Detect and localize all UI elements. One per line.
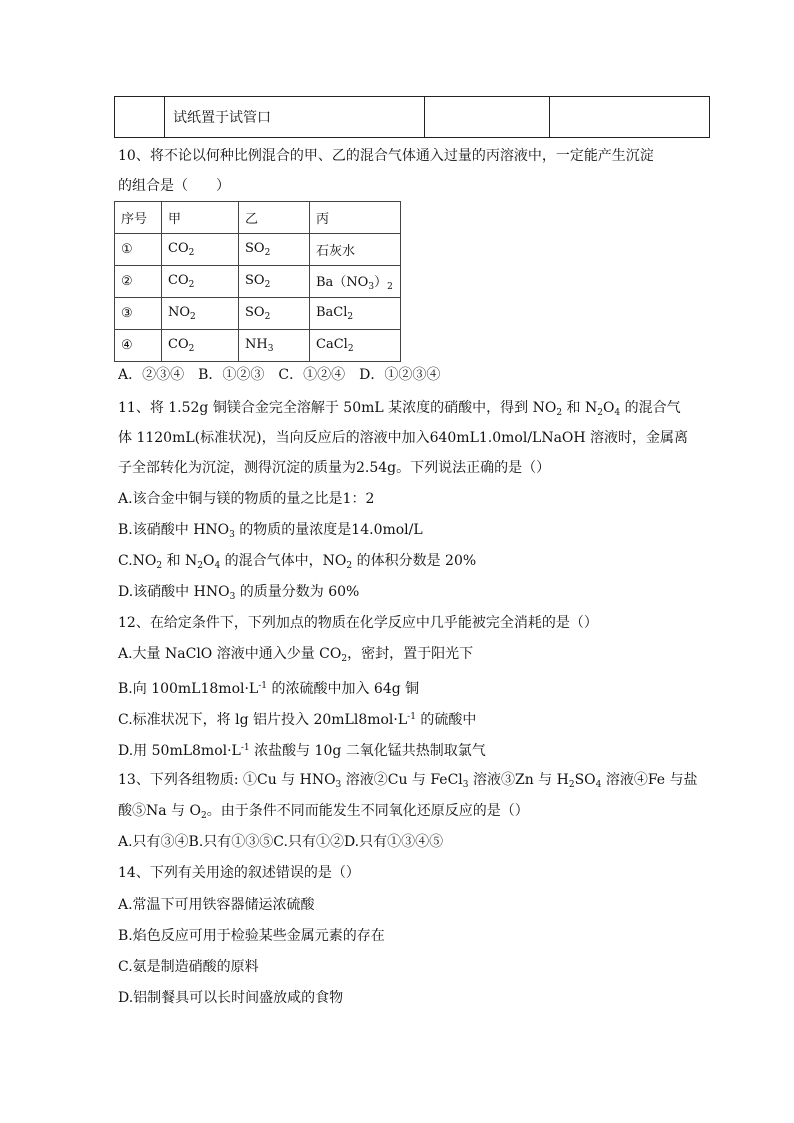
table-cell	[115, 97, 165, 138]
table-row	[115, 266, 401, 298]
cell-yi: $SO_2$	[239, 298, 310, 330]
q12-option-c: C.标准状况下，将 lg 铝片投入 $20mLl8mol\cdot L^{-1}$ 的硫酸中	[118, 712, 477, 728]
q14-stem: 14、下列有关用途的叙述错误的是（）	[118, 865, 360, 881]
table-row	[115, 330, 401, 362]
q11-stem-line3: 子全部转化为沉淀，测得沉淀的质量为2.54g。下列说法正确的是（）	[118, 460, 551, 476]
table-cell	[425, 97, 550, 138]
q13-options: A.只有③④B.只有①③⑤C.只有①②D.只有①③④⑤	[118, 834, 444, 850]
q10-options: A．②③④ B．①②③ C．①②④ D．①②③④	[118, 367, 441, 383]
q14-option-b: B.焰色反应可用于检验某些金属元素的存在	[118, 928, 385, 944]
q13-stem-line1: 13、下列各组物质: ①Cu 与 $HNO_3$ 溶液②Cu 与 FeCl$_3$ 溶液③Zn 与 $H_2SO_4$ 溶液④Fe 与盐	[118, 772, 698, 790]
q11-stem-line1: 11、将 1.52g 铜镁合金完全溶解于 50mL 某浓度的硝酸中，得到 $NO_2$ 和 $N_2O_4$ 的混合气	[118, 400, 681, 418]
q11-option-a: A.该合金中铜与镁的物质的量之比是1：2	[118, 491, 375, 507]
q14-option-a: A.常温下可用铁容器储运浓硫酸	[118, 897, 315, 913]
q12-stem: 12、在给定条件下，下列加点的物质在化学反应中几乎能被完全消耗的是（）	[118, 615, 598, 631]
header-yi: 乙	[239, 202, 310, 234]
table-row	[115, 234, 401, 266]
header-jia: 甲	[162, 202, 239, 234]
q14-option-d: D.铝制餐具可以长时间盛放咸的食物	[118, 990, 344, 1006]
q11-option-d: D.该硝酸中 $HNO_3$ 的质量分数为 60%	[118, 584, 360, 602]
cell-jia: $CO_2$	[162, 266, 239, 298]
cell-yi: $NH_3$	[239, 330, 310, 362]
q13-stem-line2: 酸⑤Na 与 $O_2$。由于条件不同而能发生不同氧化还原反应的是（）	[118, 803, 529, 821]
q11-option-b: B.该硝酸中 $HNO_3$ 的物质的量浓度是14.0mol/L	[118, 522, 423, 540]
cell-bing: BaCl$_2$	[310, 298, 401, 330]
cell-yi: $SO_2$	[239, 266, 310, 298]
cell-bing: CaCl$_2$	[310, 330, 401, 362]
table-cell	[550, 97, 710, 138]
row-no: ④	[115, 330, 162, 362]
row-no: ③	[115, 298, 162, 330]
cell-jia: $CO_2$	[162, 234, 239, 266]
q14-option-c: C.氨是制造硝酸的原料	[118, 959, 259, 975]
cell-yi: $SO_2$	[239, 234, 310, 266]
table-row	[115, 298, 401, 330]
table-cell: 试纸置于试管口	[165, 97, 425, 138]
q11-option-c: $C.NO_2$ 和 $N_2O_4$ 的混合气体中，$NO_2$ 的体积分数是 20%	[118, 553, 477, 571]
top-table-fragment	[114, 96, 710, 138]
q12-option-b: B.向 $100mL18mol\cdot L^{-1}$ 的浓硫酸中加入 64g 铜	[118, 681, 420, 697]
q10-stem-line2: 的组合是（ ）	[118, 178, 230, 194]
cell-bing: $Ba(NO_3)_2$	[310, 266, 401, 298]
q11-stem-line2: 体 1120mL(标准状况)，当向反应后的溶液中加入640mL1.0mol/LNaOH 溶液时，金属离	[118, 430, 689, 446]
cell-jia: $NO_2$	[162, 298, 239, 330]
table-row	[115, 97, 710, 138]
q10-table	[114, 201, 401, 362]
q12-option-d: D.用 $50mL8mol\cdot L^{-1}$ 浓盐酸与 10g 二氧化锰共热制取氯气	[118, 743, 486, 759]
cell-jia: $CO_2$	[162, 330, 239, 362]
row-no: ①	[115, 234, 162, 266]
cell-bing: 石灰水	[310, 234, 401, 266]
q12-option-a: A.大量 NaClO 溶液中通入少量 $CO_2$，密封，置于阳光下	[118, 646, 474, 664]
header-bing: 丙	[310, 202, 401, 234]
header-no: 序号	[115, 202, 162, 234]
row-no: ②	[115, 266, 162, 298]
q10-stem-line1: 10、将不论以何种比例混合的甲、乙的混合气体通入过量的丙溶液中，一定能产生沉淀	[118, 148, 654, 164]
table-header-row	[115, 202, 401, 234]
